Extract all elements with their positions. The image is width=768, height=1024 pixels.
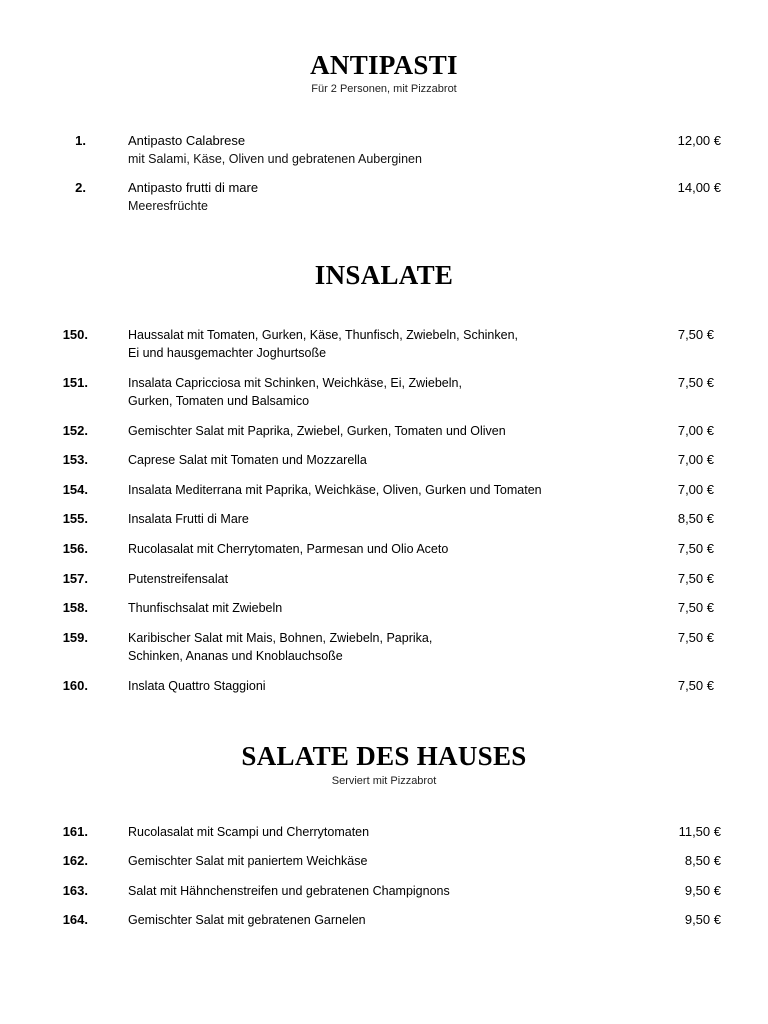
item-line: Gurken, Tomaten und Balsamico [128, 394, 310, 408]
item-number: 151. [62, 375, 88, 390]
antipasti-title: ANTIPASTI [310, 50, 458, 80]
item-description [128, 179, 648, 215]
item-price: 7,50 € [677, 571, 714, 586]
antipasti-subtitle: Für 2 Personen, mit Pizzabrot [311, 83, 457, 95]
item-line: Salat mit Hähnchenstreifen und gebratenen Champignons [128, 884, 450, 898]
item-number: 161. [62, 824, 88, 839]
item-description [128, 911, 648, 929]
item-price: 7,50 € [677, 327, 714, 342]
item-price: 7,00 € [677, 452, 714, 467]
item-number: 164. [62, 912, 88, 927]
item-price: 7,50 € [677, 678, 714, 693]
item-line: Thunfischsalat mit Zwiebeln [128, 601, 283, 615]
item-number: 1. [75, 133, 86, 148]
item-line: Rucolasalat mit Cherrytomaten, Parmesan und Olio Aceto [128, 542, 449, 556]
item-line: Schinken, Ananas und Knoblauchsoße [128, 649, 343, 663]
item-description [128, 677, 648, 695]
item-description [128, 422, 648, 440]
item-line: Insalata Capricciosa mit Schinken, Weichkäse, Ei, Zwiebeln, [128, 376, 462, 390]
item-description [128, 882, 648, 900]
item-price: 11,50 € [678, 824, 721, 839]
item-price: 9,50 € [684, 883, 721, 898]
item-description [128, 451, 648, 469]
item-description [128, 374, 648, 410]
item-details: Meeresfrüchte [128, 199, 208, 213]
item-description [128, 852, 648, 870]
item-number: 159. [62, 630, 88, 645]
insalate-title: INSALATE [314, 260, 454, 290]
hauses-subtitle: Serviert mit Pizzabrot [331, 775, 437, 787]
item-number: 158. [62, 600, 88, 615]
item-description [128, 326, 648, 362]
item-number: 160. [62, 678, 88, 693]
item-number: 156. [62, 541, 88, 556]
item-line: Caprese Salat mit Tomaten und Mozzarella [128, 453, 367, 467]
item-price: 9,50 € [684, 912, 721, 927]
item-description [128, 823, 648, 841]
item-description [128, 570, 648, 588]
item-line: Insalata Mediterrana mit Paprika, Weichkäse, Oliven, Gurken und Tomaten [128, 483, 542, 497]
item-number: 2. [75, 180, 86, 195]
item-price: 12,00 € [677, 133, 721, 148]
item-price: 14,00 € [677, 180, 721, 195]
item-number: 153. [62, 452, 88, 467]
item-name: Antipasto frutti di mare [128, 180, 259, 195]
item-line: Insalata Frutti di Mare [128, 512, 249, 526]
item-number: 155. [62, 511, 88, 526]
item-number: 162. [62, 853, 88, 868]
item-description [128, 599, 648, 617]
item-price: 8,50 € [677, 511, 714, 526]
item-price: 7,50 € [677, 541, 714, 556]
item-price: 7,50 € [677, 630, 714, 645]
item-line: Haussalat mit Tomaten, Gurken, Käse, Thunfisch, Zwiebeln, Schinken, [128, 328, 519, 342]
item-price: 8,50 € [684, 853, 721, 868]
item-line: Gemischter Salat mit Paprika, Zwiebel, Gurken, Tomaten und Oliven [128, 424, 506, 438]
item-number: 157. [62, 571, 88, 586]
item-description [128, 629, 648, 665]
item-line: Gemischter Salat mit paniertem Weichkäse [128, 854, 368, 868]
item-price: 7,50 € [677, 600, 714, 615]
item-line: Ei und hausgemachter Joghurtsoße [128, 346, 327, 360]
item-price: 7,00 € [677, 482, 714, 497]
item-number: 152. [62, 423, 88, 438]
item-line: Gemischter Salat mit gebratenen Garnelen [128, 913, 366, 927]
item-description [128, 481, 648, 499]
item-price: 7,50 € [677, 375, 714, 390]
item-description [128, 510, 648, 528]
item-line: Rucolasalat mit Scampi und Cherrytomaten [128, 825, 370, 839]
item-line: Inslata Quattro Staggioni [128, 679, 266, 693]
item-line: Karibischer Salat mit Mais, Bohnen, Zwiebeln, Paprika, [128, 631, 433, 645]
item-line: Putenstreifensalat [128, 572, 229, 586]
item-number: 154. [62, 482, 88, 497]
item-description [128, 540, 648, 558]
item-number: 163. [62, 883, 88, 898]
item-price: 7,00 € [677, 423, 714, 438]
item-name: Antipasto Calabrese [128, 133, 246, 148]
item-details: mit Salami, Käse, Oliven und gebratenen Auberginen [128, 152, 422, 166]
item-description [128, 132, 648, 168]
hauses-title: SALATE DES HAUSES [241, 741, 527, 771]
item-number: 150. [62, 327, 88, 342]
